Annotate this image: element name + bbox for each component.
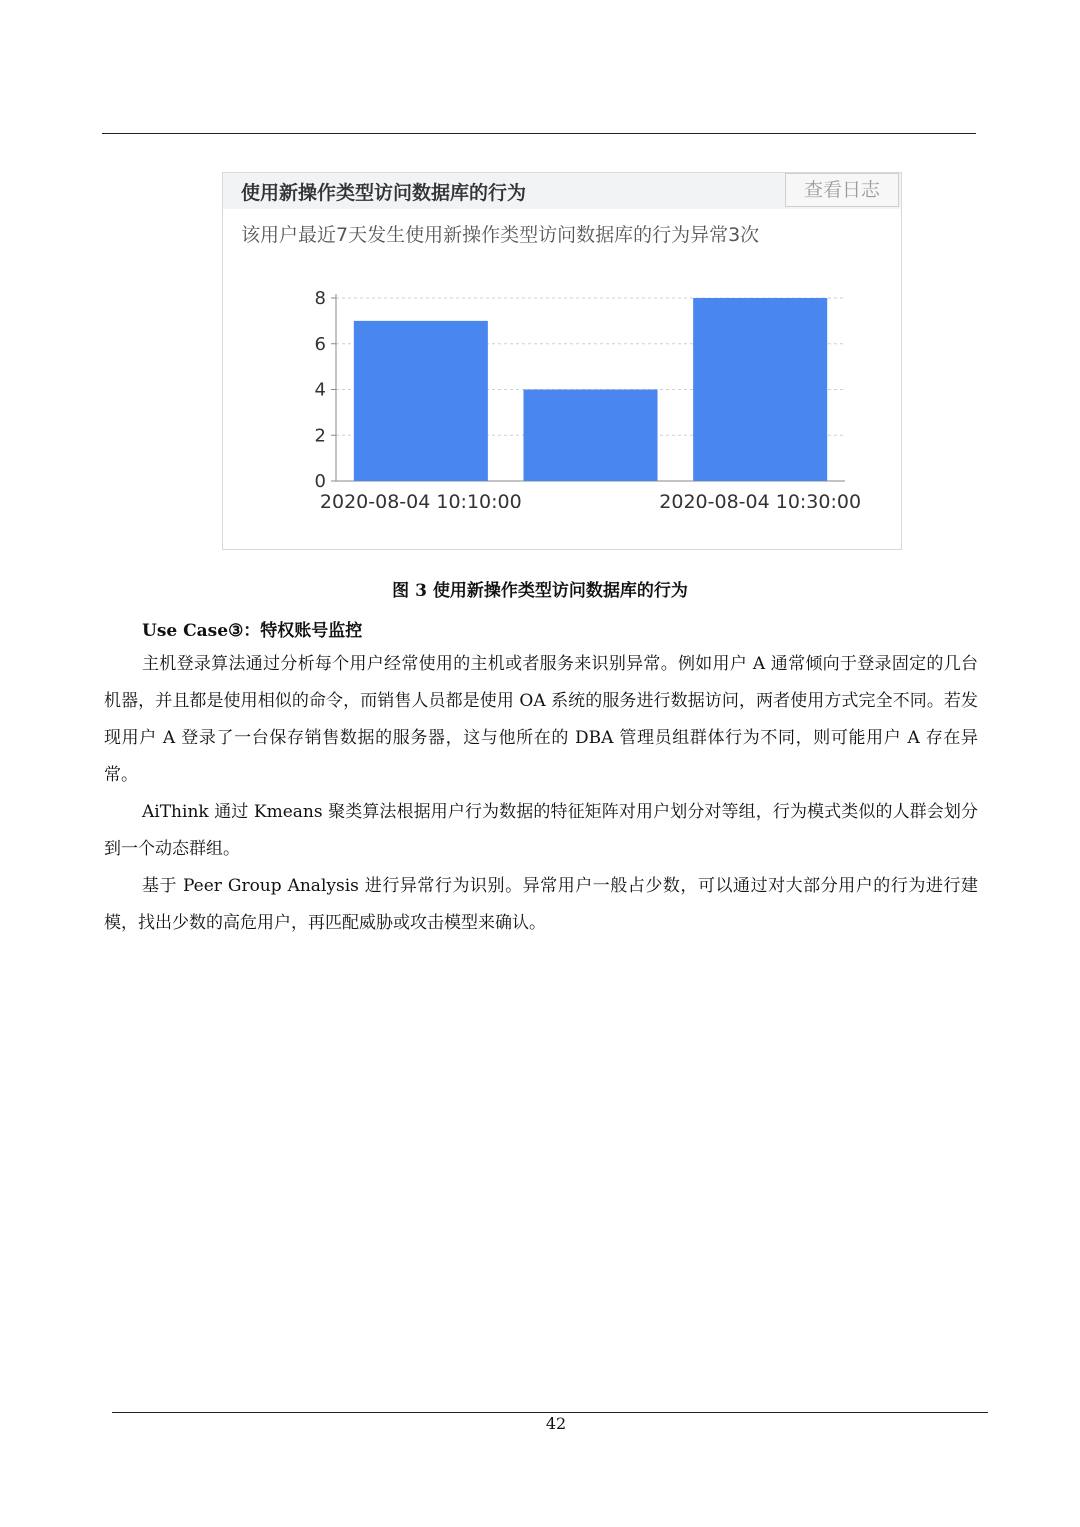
y-tick-label: 2 (314, 425, 326, 447)
header-rule (102, 133, 976, 134)
panel-subtitle: 该用户最近7天发生使用新操作类型访问数据库的行为异常3次 (241, 224, 760, 246)
page-number: 42 (545, 1414, 567, 1433)
paragraph: 主机登录算法通过分析每个用户经常使用的主机或者服务来识别异常。例如用户 A 通常倾向于登录固定的几台机器，并且都是使用相似的命令，而销售人员都是使用 OA 系统的服务进行数据访问，两者使用方式完全不同。若发现用户 A 登录了一台保存销售数据的服务器，这与他所在的 DBA 管理员组群体行为不同，则可能用户 A 存在异常。 (104, 654, 978, 785)
paragraph: 基于 Peer Group Analysis 进行异常行为识别。异常用户一般占少数，可以通过对大部分用户的行为进行建模，找出少数的高危用户，再匹配威胁或攻击模型来确认。 (104, 876, 978, 933)
y-tick-label: 4 (314, 379, 326, 401)
bar-chart (223, 268, 901, 508)
y-tick-label: 8 (314, 288, 326, 309)
bar (523, 390, 657, 482)
panel-title: 使用新操作类型访问数据库的行为 (241, 182, 527, 204)
bar (693, 298, 827, 481)
y-tick-label: 0 (314, 471, 326, 492)
panel-header (223, 173, 901, 209)
section-heading: Use Case③：特权账号监控 (142, 621, 363, 641)
x-tick-label: 2020-08-04 10:10:00 (319, 491, 522, 508)
bar (354, 321, 488, 481)
figure-caption: 图 3 使用新操作类型访问数据库的行为 (392, 581, 688, 601)
view-log-button[interactable]: 查看日志 (785, 173, 899, 207)
paragraph: AiThink 通过 Kmeans 聚类算法根据用户行为数据的特征矩阵对用户划分对等组，行为模式类似的人群会划分到一个动态群组。 (104, 802, 978, 859)
footer-rule (112, 1412, 988, 1413)
y-tick-label: 6 (314, 333, 326, 355)
x-tick-label: 2020-08-04 10:30:00 (659, 491, 862, 508)
chart-panel (222, 172, 902, 550)
